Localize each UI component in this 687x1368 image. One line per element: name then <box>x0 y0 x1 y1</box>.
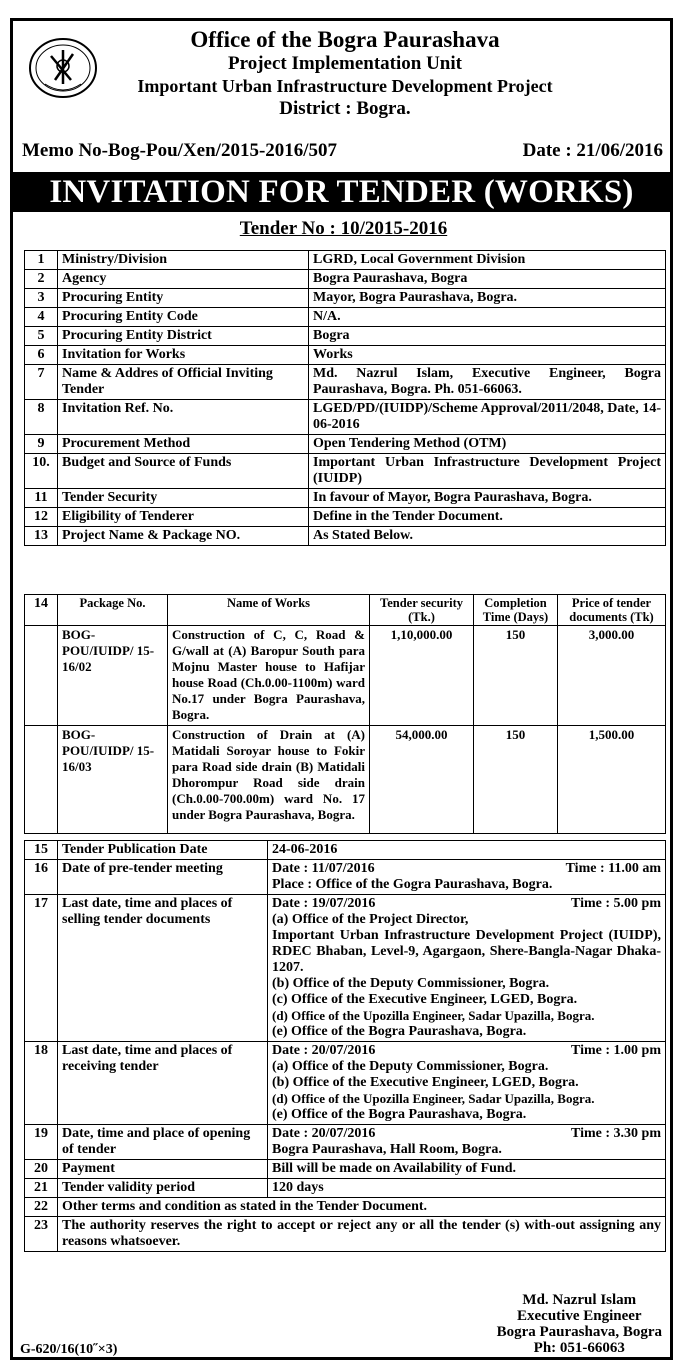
item-value: Works <box>309 346 666 365</box>
item-label: Agency <box>58 270 309 289</box>
signatory-office: Bogra Paurashava, Bogra <box>496 1324 662 1340</box>
item-number: 15 <box>25 841 58 860</box>
item-value: The authority reserves the right to accept or reject any or all the tender (s) with-out assigning any reasons whatsoever. <box>58 1217 666 1252</box>
item-label: Procuring Entity Code <box>58 308 309 327</box>
col-tender-security: Tender security (Tk.) <box>370 595 474 626</box>
receiving-date: Date : 20/07/2016 <box>272 1043 376 1058</box>
signatory-phone: Ph: 051-66063 <box>533 1340 625 1356</box>
table-row <box>25 454 666 489</box>
table-row <box>25 626 666 726</box>
place-e: (e) Office of the Bogra Paurashava, Bogra. <box>272 1107 527 1122</box>
item-number: 7 <box>25 365 58 400</box>
completion-days: 150 <box>474 626 558 726</box>
item-label: Procuring Entity District <box>58 327 309 346</box>
table-row <box>25 1042 666 1125</box>
item-number: 4 <box>25 308 58 327</box>
paurashava-logo-icon <box>27 36 99 100</box>
place-a: (a) Office of the Project Director, <box>272 912 469 927</box>
package-header-row <box>25 595 666 626</box>
table-row <box>25 726 666 834</box>
signatory-title: Executive Engineer <box>517 1308 642 1324</box>
item-label: Procuring Entity <box>58 289 309 308</box>
unit-title: Project Implementation Unit <box>228 53 462 74</box>
item-value: LGRD, Local Government Division <box>309 251 666 270</box>
tender-number: Tender No : 10/2015-2016 <box>239 218 448 239</box>
item-number: 13 <box>25 527 58 546</box>
col-price-documents: Price of tender documents (Tk) <box>558 595 666 626</box>
table-row <box>25 860 666 895</box>
item-value: As Stated Below. <box>309 527 666 546</box>
item-label: Last date, time and places of selling tender documents <box>58 895 268 1042</box>
completion-days: 150 <box>474 726 558 834</box>
item-number: 10. <box>25 454 58 489</box>
table-row <box>25 289 666 308</box>
package-no: BOG-POU/IUIDP/ 15-16/03 <box>58 726 168 834</box>
table-row <box>25 1125 666 1160</box>
works-name: Construction of Drain at (A) Matidali Soroyar house to Fokir para Road side drain (B) Matidali Dhorompur Road side drain (Ch.0.00-700.00m) ward No. 17 under Bogra Paurashava, Bogra. <box>168 726 370 834</box>
table-row <box>25 841 666 860</box>
item-value: Bill will be made on Availability of Fund. <box>268 1160 666 1179</box>
item-number: 19 <box>25 1125 58 1160</box>
table-row <box>25 346 666 365</box>
meeting-time: Time : 11.00 am <box>565 861 661 876</box>
publication-code: G-620/16(10˝×3) <box>20 1342 118 1357</box>
table-row <box>25 400 666 435</box>
security-amount: 1,10,000.00 <box>370 626 474 726</box>
selling-date: Date : 19/07/2016 <box>272 896 376 911</box>
signature-block <box>497 1292 662 1356</box>
table-row <box>25 489 666 508</box>
district-title: District : Bogra. <box>279 98 411 119</box>
item-number: 22 <box>25 1198 58 1217</box>
col-completion-time: Completion Time (Days) <box>474 595 558 626</box>
item-value <box>268 1125 666 1160</box>
place-a-address: Important Urban Infrastructure Development Project (IUIDP), RDEC Bhaban, Level-9, Agargaon, Shere-Bangla-Nagar Dhaka-1207. <box>272 928 661 975</box>
item-label: Procurement Method <box>58 435 309 454</box>
item-number: 16 <box>25 860 58 895</box>
tender-info-table <box>24 250 666 546</box>
col-name-of-works: Name of Works <box>168 595 370 626</box>
meeting-date: Date : 11/07/2016 <box>272 861 375 876</box>
item-number: 20 <box>25 1160 58 1179</box>
item-label: Ministry/Division <box>58 251 309 270</box>
table-row <box>25 1179 666 1198</box>
place-b: (b) Office of the Deputy Commissioner, Bogra. <box>272 976 550 991</box>
table-row <box>25 1217 666 1252</box>
works-name: Construction of C, C, Road & G/wall at (A) Baropur South para Mojnu Master house to Hafijar house Road (Ch.0.00-1100m) ward No.17 under Bogra Paurashava, Bogra. <box>168 626 370 726</box>
item-value: Md. Nazrul Islam, Executive Engineer, Bogra Paurashava, Bogra. Ph. 051-66063. <box>309 365 666 400</box>
item-label: Tender validity period <box>58 1179 268 1198</box>
table-row <box>25 1198 666 1217</box>
item-value: Important Urban Infrastructure Development Project (IUIDP) <box>309 454 666 489</box>
item-value: N/A. <box>309 308 666 327</box>
item-number: 12 <box>25 508 58 527</box>
item-label: Date of pre-tender meeting <box>58 860 268 895</box>
opening-time: Time : 3.30 pm <box>571 1126 661 1141</box>
place-d: (d) Office of the Upozilla Engineer, Sadar Upazilla, Bogra. <box>272 1091 595 1106</box>
table-row <box>25 435 666 454</box>
item-value: 24-06-2016 <box>268 841 666 860</box>
receiving-time: Time : 1.00 pm <box>571 1043 661 1058</box>
item-value: In favour of Mayor, Bogra Paurashava, Bogra. <box>309 489 666 508</box>
item-number: 6 <box>25 346 58 365</box>
table-row <box>25 895 666 1042</box>
office-title: Office of the Bogra Paurashava <box>190 27 500 52</box>
item-label: Invitation Ref. No. <box>58 400 309 435</box>
item-value: Mayor, Bogra Paurashava, Bogra. <box>309 289 666 308</box>
item-value: Bogra <box>309 327 666 346</box>
document-price: 3,000.00 <box>558 626 666 726</box>
place-d: (d) Office of the Upozilla Engineer, Sadar Upazilla, Bogra. <box>272 1008 595 1023</box>
opening-place: Bogra Paurashava, Hall Room, Bogra. <box>272 1142 502 1157</box>
table-row <box>25 365 666 400</box>
item-value <box>268 895 666 1042</box>
table-row <box>25 308 666 327</box>
place-b: (b) Office of the Executive Engineer, LGED, Bogra. <box>272 1075 579 1090</box>
table-row <box>25 270 666 289</box>
item-value <box>268 860 666 895</box>
item-value: Other terms and condition as stated in the Tender Document. <box>58 1198 666 1217</box>
meeting-place: Place : Office of the Gogra Paurashava, Bogra. <box>272 877 553 892</box>
item-label: Last date, time and places of receiving tender <box>58 1042 268 1125</box>
item-value: 120 days <box>268 1179 666 1198</box>
item-number: 23 <box>25 1217 58 1252</box>
item-number: 18 <box>25 1042 58 1125</box>
item-label: Invitation for Works <box>58 346 309 365</box>
item-label: Date, time and place of opening of tender <box>58 1125 268 1160</box>
item-number: 21 <box>25 1179 58 1198</box>
package-no: BOG-POU/IUIDP/ 15-16/02 <box>58 626 168 726</box>
security-amount: 54,000.00 <box>370 726 474 834</box>
item-value: Define in the Tender Document. <box>309 508 666 527</box>
item-number: 11 <box>25 489 58 508</box>
item-label: Eligibility of Tenderer <box>58 508 309 527</box>
item-value <box>268 1042 666 1125</box>
document-price: 1,500.00 <box>558 726 666 834</box>
item-number: 17 <box>25 895 58 1042</box>
col-package-no: Package No. <box>58 595 168 626</box>
opening-date: Date : 20/07/2016 <box>272 1126 376 1141</box>
item-label: Project Name & Package NO. <box>58 527 309 546</box>
item-number: 8 <box>25 400 58 435</box>
item-number: 1 <box>25 251 58 270</box>
tender-banner: INVITATION FOR TENDER (WORKS) <box>13 172 670 212</box>
table-row <box>25 1160 666 1179</box>
item-label: Tender Publication Date <box>58 841 268 860</box>
item-number: 5 <box>25 327 58 346</box>
place-c: (c) Office of the Executive Engineer, LGED, Bogra. <box>272 992 578 1007</box>
item-label: Name & Addres of Official Inviting Tender <box>58 365 309 400</box>
table-row <box>25 327 666 346</box>
place-e: (e) Office of the Bogra Paurashava, Bogra. <box>272 1024 527 1039</box>
memo-date: Date : 21/06/2016 <box>522 140 663 161</box>
item-label: Budget and Source of Funds <box>58 454 309 489</box>
item-label: Payment <box>58 1160 268 1179</box>
project-title: Important Urban Infrastructure Development Project <box>137 76 553 96</box>
item-label: Tender Security <box>58 489 309 508</box>
item-number: 3 <box>25 289 58 308</box>
item-number: 9 <box>25 435 58 454</box>
selling-time: Time : 5.00 pm <box>571 896 661 911</box>
place-a: (a) Office of the Deputy Commissioner, Bogra. <box>272 1059 549 1074</box>
item-number: 2 <box>25 270 58 289</box>
table-row <box>25 527 666 546</box>
signatory-name: Md. Nazrul Islam <box>522 1292 637 1308</box>
item-value: Open Tendering Method (OTM) <box>309 435 666 454</box>
item-number: 14 <box>25 595 58 626</box>
table-row <box>25 508 666 527</box>
table-row <box>25 251 666 270</box>
item-value: LGED/PD/(IUIDP)/Scheme Approval/2011/2048, Date, 14-06-2016 <box>309 400 666 435</box>
schedule-table <box>24 840 666 1252</box>
package-table <box>24 594 666 834</box>
item-value: Bogra Paurashava, Bogra <box>309 270 666 289</box>
memo-number: Memo No-Bog-Pou/Xen/2015-2016/507 <box>22 140 338 161</box>
